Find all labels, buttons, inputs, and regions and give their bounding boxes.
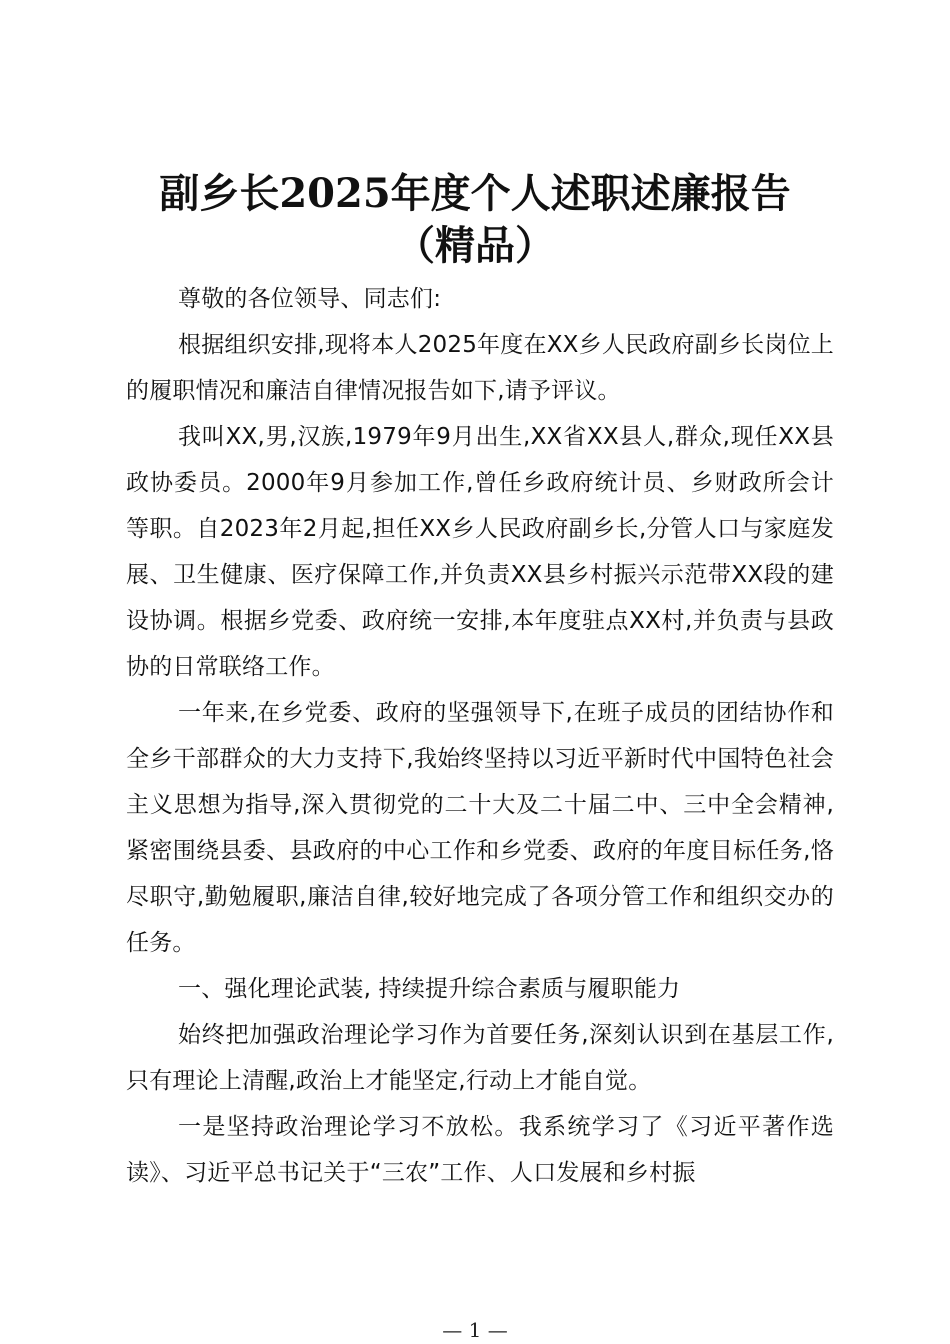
salutation: 尊敬的各位领导、同志们:: [178, 286, 442, 312]
paragraph-theory: 始终把加强政治理论学习作为首要任务,深刻认识到在基层工作,只有理论上清醒,政治上才能坚定,行动上才能自觉。: [126, 1022, 834, 1094]
paragraph-intro: 根据组织安排,现将本人2025年度在XX乡人民政府副乡长岗位上的履职情况和廉洁自律情况报告如下,请予评议。: [126, 332, 834, 404]
paragraph-point-1: 一是坚持政治理论学习不放松。我系统学习了《习近平著作选读》、习近平总书记关于“三农”工作、人口发展和乡村振: [126, 1114, 834, 1186]
document-body: [126, 276, 834, 1196]
document-title: 副乡长2025年度个人述职述廉报告: [159, 170, 791, 217]
paragraph-personal-info: 我叫XX,男,汉族,1979年9月出生,XX省XX县人,群众,现任XX县政协委员。2000年9月参加工作,曾任乡政府统计员、乡财政所会计等职。自2023年2月起,担任XX乡人民政府副乡长,分管人口与家庭发展、卫生健康、医疗保障工作,并负责XX县乡村振兴示范带XX段的建设协调。根据乡党委、政府统一安排,本年度驻点XX村,并负责与县政协的日常联络工作。: [126, 424, 834, 680]
document-title-suffix: （精品）: [395, 222, 555, 269]
paragraph-summary: 一年来,在乡党委、政府的坚强领导下,在班子成员的团结协作和全乡干部群众的大力支持下,我始终坚持以习近平新时代中国特色社会主义思想为指导,深入贯彻党的二十大及二十届二中、三中全会精神,紧密围绕县委、县政府的中心工作和乡党委、政府的年度目标任务,恪尽职守,勤勉履职,廉洁自律,较好地完成了各项分管工作和组织交办的任务。: [126, 700, 834, 956]
page-number: — 1 —: [442, 1318, 508, 1342]
section-heading-1: 一、强化理论武装, 持续提升综合素质与履职能力: [178, 976, 681, 1002]
